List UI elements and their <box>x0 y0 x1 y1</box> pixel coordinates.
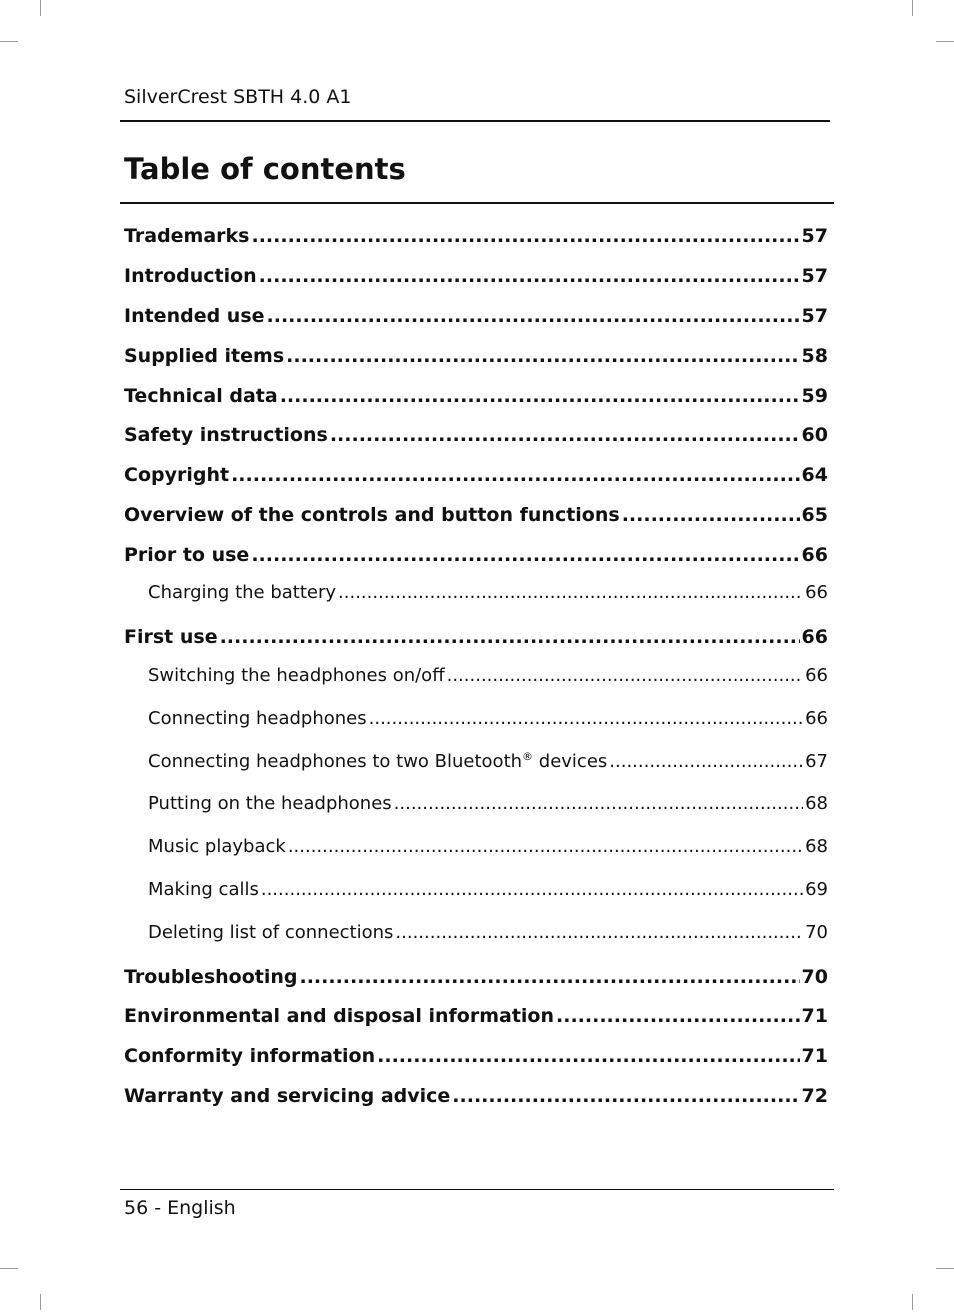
toc-page-number: 57 <box>801 225 828 247</box>
toc-subentry[interactable] <box>124 836 828 857</box>
crop-mark <box>40 0 41 16</box>
toc-entry[interactable] <box>124 225 828 247</box>
toc-subentry[interactable] <box>124 751 828 772</box>
toc-entry[interactable] <box>124 544 828 566</box>
dot-leader <box>369 708 803 729</box>
toc-entry-title: Troubleshooting <box>124 966 298 988</box>
toc-entry[interactable] <box>124 265 828 287</box>
crop-mark <box>0 1268 18 1269</box>
dot-leader <box>330 424 800 446</box>
toc-entry-label <box>124 305 265 327</box>
dot-leader <box>288 836 803 857</box>
dot-leader <box>280 385 800 407</box>
toc-page-number: 70 <box>805 922 828 943</box>
crop-mark <box>40 1294 41 1310</box>
crop-mark <box>0 41 18 42</box>
toc-entry[interactable] <box>124 305 828 327</box>
toc-entry-title: Prior to use <box>124 544 250 566</box>
toc-subentry[interactable] <box>124 582 828 603</box>
toc-subentry[interactable] <box>124 879 828 900</box>
dot-leader <box>394 793 803 814</box>
crop-mark <box>936 1268 954 1269</box>
toc-page-number: 59 <box>801 385 828 407</box>
toc-entry-title: Music playback <box>148 836 286 857</box>
toc-entry-label <box>124 1005 554 1027</box>
toc-entry-title: Supplied items <box>124 345 285 367</box>
toc-entry[interactable] <box>124 424 828 446</box>
toc-entry[interactable] <box>124 966 828 988</box>
dot-leader <box>261 879 803 900</box>
toc-entry-title: Charging the battery <box>148 582 337 603</box>
toc-page-number: 57 <box>801 265 828 287</box>
toc-entry-label <box>148 665 445 686</box>
running-header: SilverCrest SBTH 4.0 A1 <box>124 86 352 108</box>
toc-page-number: 68 <box>805 836 828 857</box>
toc-entry-title: Switching the headphones on/off <box>148 665 445 686</box>
toc-entry-label <box>124 1085 450 1107</box>
toc-entry-title: Connecting headphones to two Bluetooth <box>148 751 523 772</box>
toc-page-number: 72 <box>801 1085 828 1107</box>
toc-entry-title: Warranty and servicing advice <box>124 1085 451 1107</box>
page-title: Table of contents <box>124 152 406 186</box>
dot-leader <box>338 582 803 603</box>
crop-mark <box>912 1294 913 1310</box>
toc-page-number: 68 <box>805 793 828 814</box>
toc-subentry[interactable] <box>124 708 828 729</box>
crop-mark <box>912 0 913 16</box>
footer-rule <box>120 1189 834 1190</box>
dot-leader <box>286 345 799 367</box>
toc-entry-title: Conformity information <box>124 1045 376 1067</box>
toc-entry-label <box>124 1045 375 1067</box>
toc-entry-label <box>124 385 278 407</box>
toc-entry-label <box>124 626 218 648</box>
toc-entry-label <box>124 504 620 526</box>
toc-entry-label <box>124 544 249 566</box>
toc-entry-label <box>124 225 250 247</box>
toc-subentry[interactable] <box>124 922 828 943</box>
toc-entry-label <box>124 345 284 367</box>
toc-entry-title: Deleting list of connections <box>148 922 394 943</box>
toc-entry[interactable] <box>124 1005 828 1027</box>
toc-entry-label <box>148 582 336 603</box>
dot-leader <box>622 504 800 526</box>
dot-leader <box>377 1045 799 1067</box>
toc-page-number: 57 <box>801 305 828 327</box>
toc-entry-title: Making calls <box>148 879 259 900</box>
header-rule <box>120 120 830 122</box>
toc-entry[interactable] <box>124 464 828 486</box>
toc-entry[interactable] <box>124 385 828 407</box>
dot-leader <box>452 1085 799 1107</box>
toc-page-number: 64 <box>801 464 828 486</box>
toc-page-number: 60 <box>801 424 828 446</box>
toc-entry-label <box>124 265 257 287</box>
toc-entry-title: Connecting headphones <box>148 708 367 729</box>
toc-entry-label <box>148 708 367 729</box>
toc-page-number: 65 <box>801 504 828 526</box>
dot-leader <box>252 225 800 247</box>
dot-leader <box>220 626 800 648</box>
toc-entry-label <box>148 922 393 943</box>
toc-page-number: 66 <box>805 665 828 686</box>
dot-leader <box>231 464 799 486</box>
toc-entry[interactable] <box>124 345 828 367</box>
dot-leader <box>300 966 800 988</box>
toc-entry[interactable] <box>124 1085 828 1107</box>
dot-leader <box>395 922 803 943</box>
toc-entry-title: Overview of the controls and button functions <box>124 504 620 526</box>
dot-leader <box>609 751 803 772</box>
toc-entry-label <box>124 464 229 486</box>
toc-subentry[interactable] <box>124 665 828 686</box>
toc-subentry[interactable] <box>124 793 828 814</box>
toc-entry-label <box>124 424 328 446</box>
toc-page-number: 66 <box>801 626 828 648</box>
toc-entry-label <box>148 879 259 900</box>
toc-page-number: 71 <box>801 1045 828 1067</box>
toc-page-number: 66 <box>805 708 828 729</box>
toc-entry[interactable] <box>124 1045 828 1067</box>
dot-leader <box>259 265 800 287</box>
toc-entry-title-suffix: devices <box>533 751 608 772</box>
toc-page-number: 66 <box>801 544 828 566</box>
toc-entry-title: Environmental and disposal information <box>124 1005 555 1027</box>
toc-page-number: 71 <box>801 1005 828 1027</box>
dot-leader <box>556 1005 800 1027</box>
toc-entry-title: Putting on the headphones <box>148 793 392 814</box>
toc-entry-title: Introduction <box>124 265 257 287</box>
toc-entry[interactable] <box>124 626 828 648</box>
title-rule <box>120 202 834 204</box>
toc-entry-title: First use <box>124 626 218 648</box>
registered-mark: ® <box>522 751 534 763</box>
toc-entry-title: Technical data <box>124 385 278 407</box>
toc-entry-title: Copyright <box>124 464 230 486</box>
toc-entry-label <box>124 966 298 988</box>
toc-page-number: 69 <box>805 879 828 900</box>
page-footer: 56 - English <box>124 1197 236 1219</box>
toc-entry[interactable] <box>124 504 828 526</box>
toc-page-number: 67 <box>805 751 828 772</box>
crop-mark <box>936 41 954 42</box>
toc-page-number: 66 <box>805 582 828 603</box>
toc-page-number: 58 <box>801 345 828 367</box>
toc-page-number: 70 <box>801 966 828 988</box>
dot-leader <box>251 544 799 566</box>
toc-entry-label <box>148 793 392 814</box>
toc-entry-label <box>148 836 286 857</box>
dot-leader <box>267 305 800 327</box>
toc-entry-label <box>148 751 607 772</box>
toc-entry-title: Intended use <box>124 305 265 327</box>
toc-entry-title: Safety instructions <box>124 424 328 446</box>
dot-leader <box>447 665 803 686</box>
toc-entry-title: Trademarks <box>124 225 250 247</box>
